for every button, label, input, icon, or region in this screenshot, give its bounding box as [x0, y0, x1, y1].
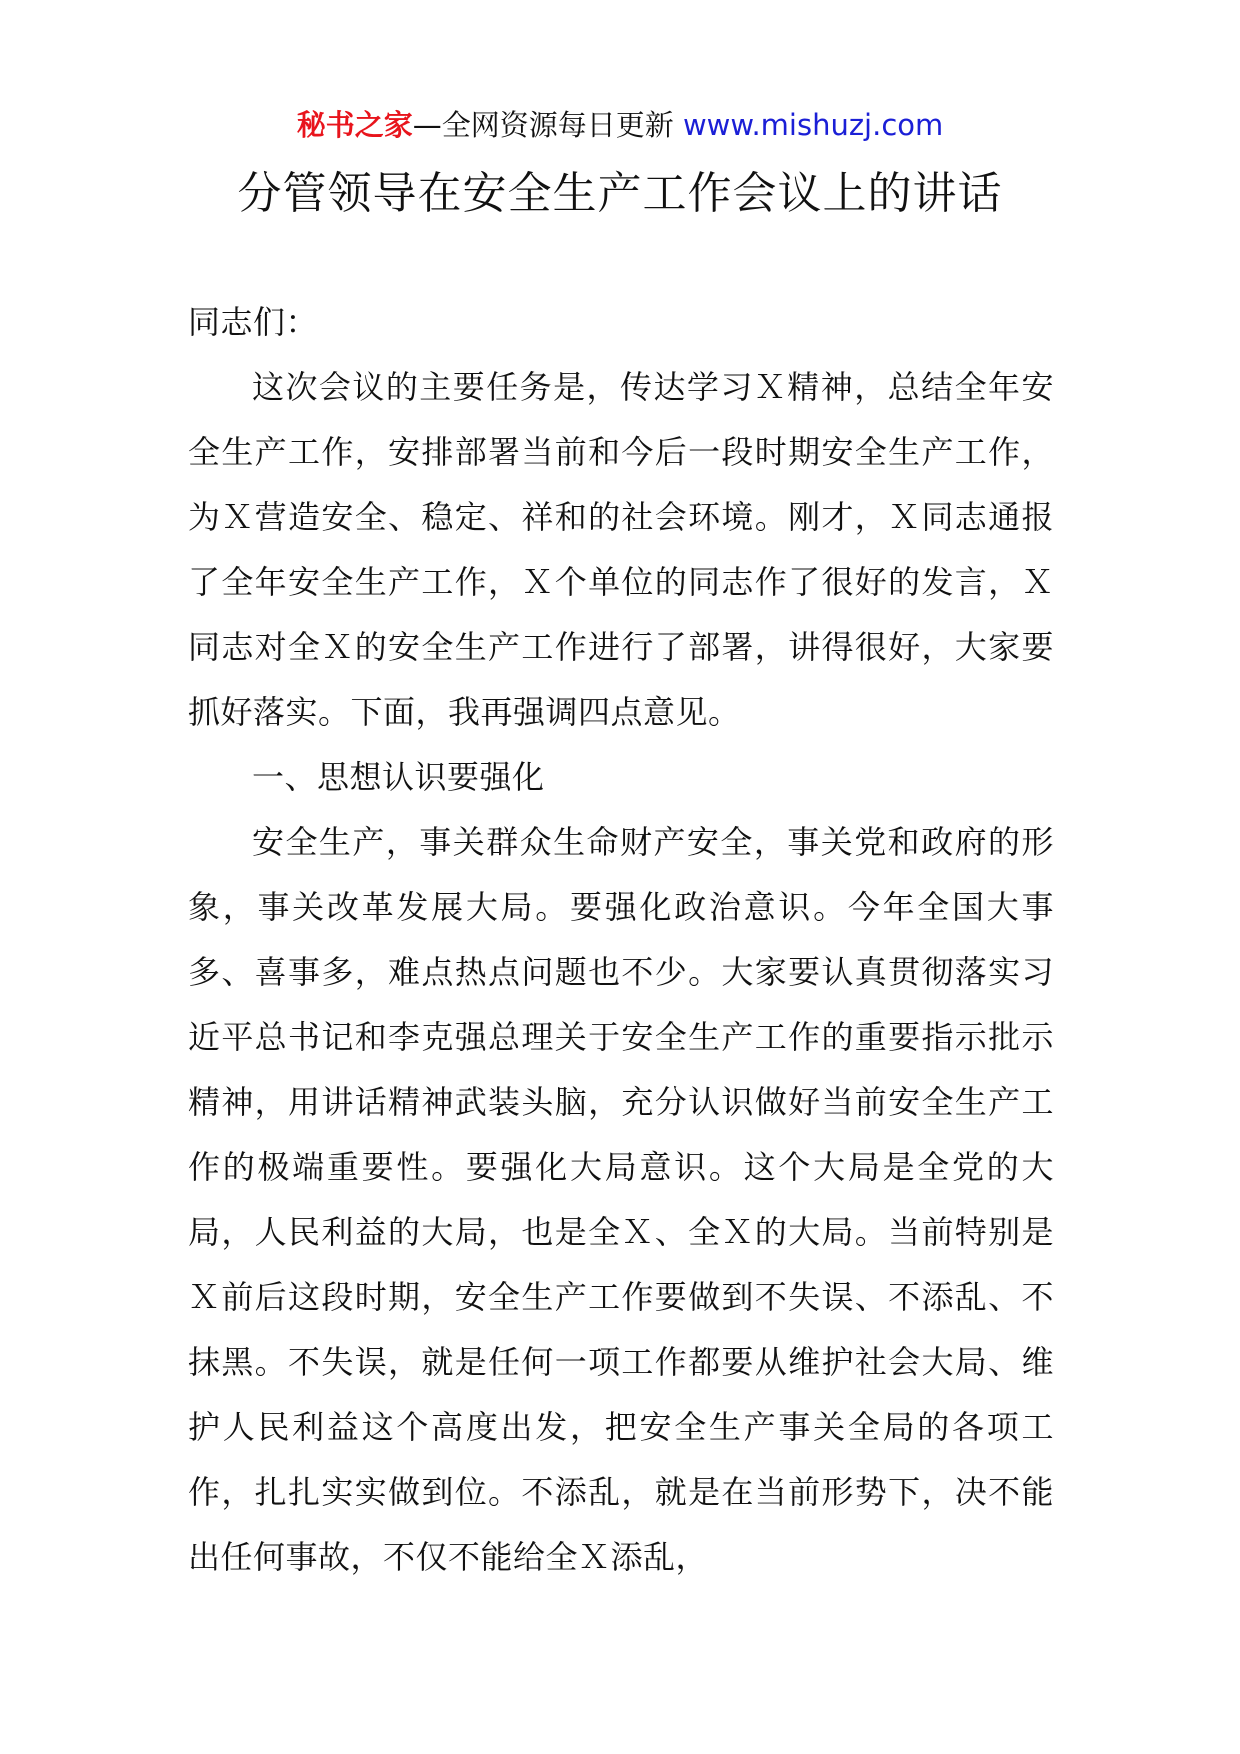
section-heading-1: 一、思想认识要强化 [252, 758, 545, 796]
site-slogan: —全网资源每日更新 [412, 108, 683, 142]
salutation: 同志们： [188, 303, 319, 341]
site-banner [0, 100, 1240, 150]
site-url-link[interactable]: www.mishuzj.com [682, 108, 944, 142]
paragraph-intro: 这次会议的主要任务是，传达学习Ｘ精神，总结全年安全生产工作，安排部署当前和今后一段时期安全生产工作，为Ｘ营造安全、稳定、祥和的社会环境。刚才，Ｘ同志通报了全年安全生产工作，Ｘ个单位的同志作了很好的发言，Ｘ同志对全Ｘ的安全生产工作进行了部署，讲得很好，大家要抓好落实。下面，我再强调四点意见。 [188, 368, 1054, 731]
paragraph-section-1: 安全生产，事关群众生命财产安全，事关党和政府的形象，事关改革发展大局。要强化政治意识。今年全国大事多、喜事多，难点热点问题也不少。大家要认真贯彻落实习近平总书记和李克强总理关于安全生产工作的重要指示批示精神，用讲话精神武装头脑，充分认识做好当前安全生产工作的极端重要性。要强化大局意识。这个大局是全党的大局，人民利益的大局，也是全Ｘ、全Ｘ的大局。当前特别是Ｘ前后这段时期，安全生产工作要做到不失误、不添乱、不抹黑。不失误，就是任何一项工作都要从维护社会大局、维护人民利益这个高度出发，把安全生产事关全局的各项工作，扎扎实实做到位。不添乱，就是在当前形势下，决不能出任何事故，不仅不能给全Ｘ添乱， [188, 823, 1054, 1576]
site-brand: 秘书之家 [296, 108, 413, 142]
document-body [188, 290, 1054, 1590]
document-title: 分管领导在安全生产工作会议上的讲话 [237, 168, 1003, 219]
